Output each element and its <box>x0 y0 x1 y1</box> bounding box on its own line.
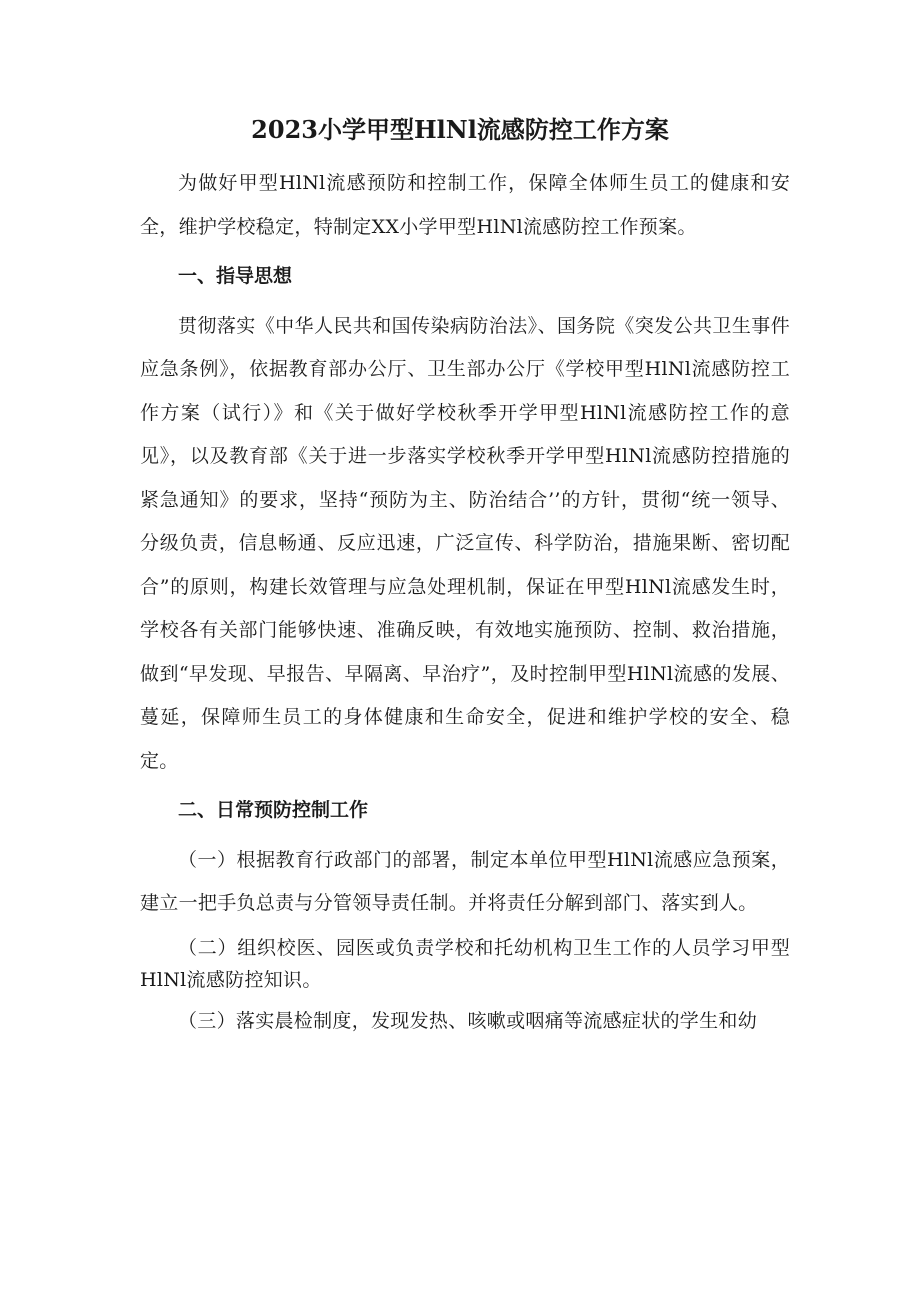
prevention-item-3: （三）落实晨检制度，发现发热、咳嗽或咽痛等流感症状的学生和幼 <box>178 1009 758 1032</box>
prevention-item-2: （二）组织校医、园医或负责学校和托幼机构卫生工作的人员学习甲型HlNl流感防控知识。 <box>140 936 790 991</box>
section-heading-guiding-principles: 一、指导思想 <box>178 265 293 287</box>
document-body <box>140 162 790 1043</box>
section-heading-daily-prevention: 二、日常预防控制工作 <box>178 799 369 821</box>
intro-paragraph: 为做好甲型HlNl流感预防和控制工作，保障全体师生员工的健康和安全，维护学校稳定，特制定XX小学甲型HlNl流感防控工作预案。 <box>140 172 790 238</box>
prevention-item-1: （一）根据教育行政部门的部署，制定本单位甲型HlNl流感应急预案，建立一把手负总责与分管领导责任制。并将责任分解到部门、落实到人。 <box>140 848 790 914</box>
document-title: 2023小学甲型HlNl流感防控工作方案 <box>251 115 669 144</box>
guiding-principles-paragraph: 贯彻落实《中华人民共和国传染病防治法》、国务院《突发公共卫生事件应急条例》，依据教育部办公厅、卫生部办公厅《学校甲型HlNl流感防控工作方案（试行）》和《关于做好学校秋季开学甲型HlNl流感防控工作的意见》，以及教育部《关于进一步落实学校秋季开学甲型HlNl流感防控措施的紧急通知》的要求，坚持“预防为主、防治结合’’的方针，贯彻“统一领导、分级负责，信息畅通、反应迅速，广泛宣传、科学防治，措施果断、密切配合”的原则，构建长效管理与应急处理机制，保证在甲型HlNl流感发生时，学校各有关部门能够快速、准确反映，有效地实施预防、控制、救治措施，做到“早发现、早报告、早隔离、早治疗”，及时控制甲型HlNl流感的发展、蔓延，保障师生员工的身体健康和生命安全，促进和维护学校的安全、稳定。 <box>140 314 790 772</box>
